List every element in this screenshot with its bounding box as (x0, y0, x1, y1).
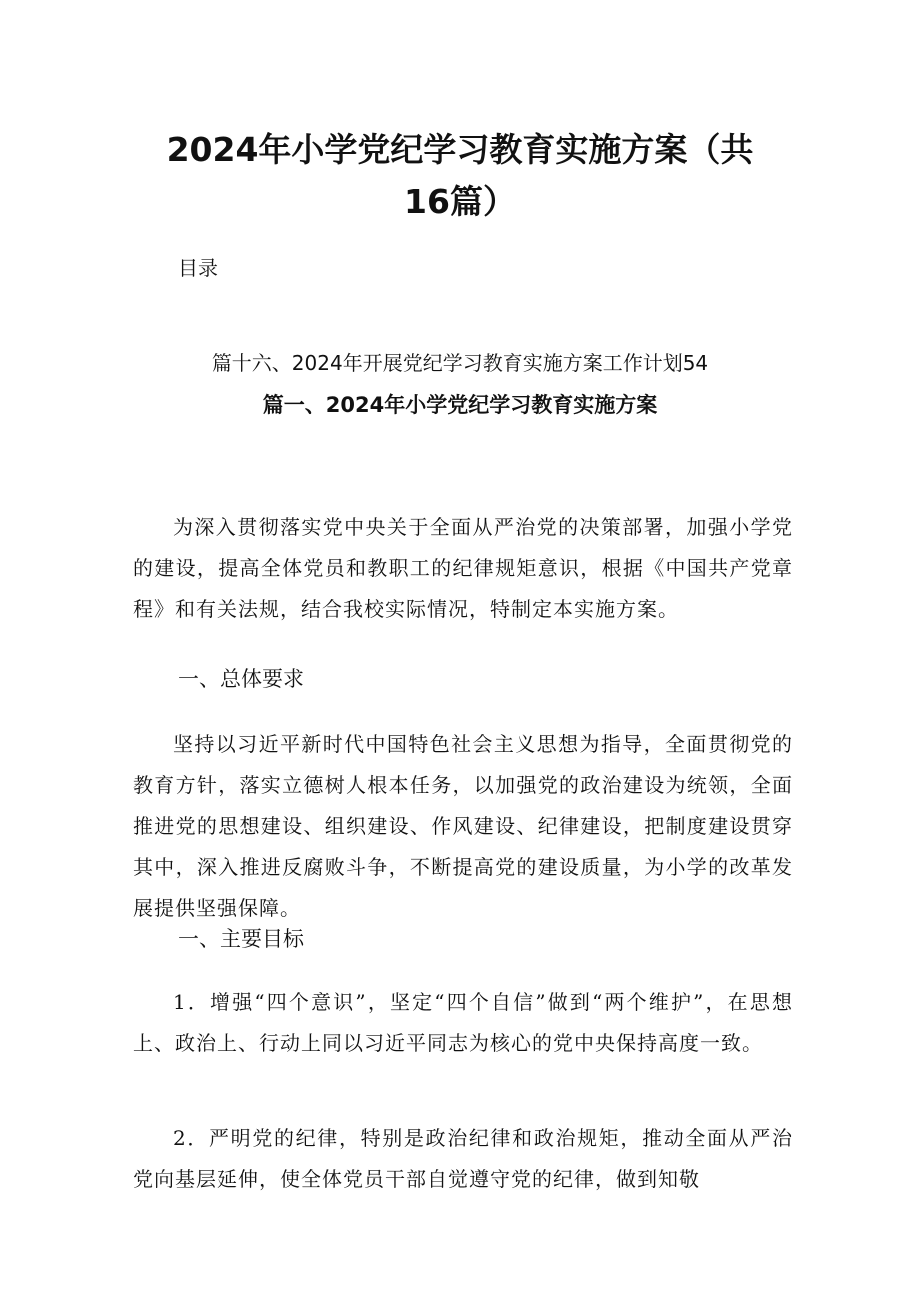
overall-paragraph: 坚持以习近平新时代中国特色社会主义思想为指导，全面贯彻党的教育方针，落实立德树人根本任务，以加强党的政治建设为统领，全面推进党的思想建设、组织建设、作风建设、纪律建设，把制度建设贯穿其中，深入推进反腐败斗争，不断提高党的建设质量，为小学的改革发展提供坚强保障。 (133, 732, 793, 920)
document-title: 2024年小学党纪学习教育实施方案（共16篇） (166, 130, 754, 221)
heading-main-goals: 一、主要目标 (178, 927, 304, 951)
goal-1-paragraph: 1．增强“四个意识”，坚定“四个自信”做到“两个维护”，在思想上、政治上、行动上同以习近平同志为核心的党中央保持高度一致。 (133, 990, 793, 1055)
section-title: 篇一、2024年小学党纪学习教育实施方案 (262, 393, 658, 417)
heading-overall-requirements: 一、总体要求 (178, 667, 304, 691)
toc-entry: 篇十六、2024年开展党纪学习教育实施方案工作计划54 (211, 351, 709, 375)
intro-paragraph: 为深入贯彻落实党中央关于全面从严治党的决策部署，加强小学党的建设，提高全体党员和教职工的纪律规矩意识，根据《中国共产党章程》和有关法规，结合我校实际情况，特制定本实施方案。 (133, 515, 793, 621)
goal-2-paragraph: 2．严明党的纪律，特别是政治纪律和政治规矩，推动全面从严治党向基层延伸，使全体党员干部自觉遵守党的纪律，做到知敬 (133, 1126, 793, 1191)
toc-label: 目录 (178, 256, 218, 280)
